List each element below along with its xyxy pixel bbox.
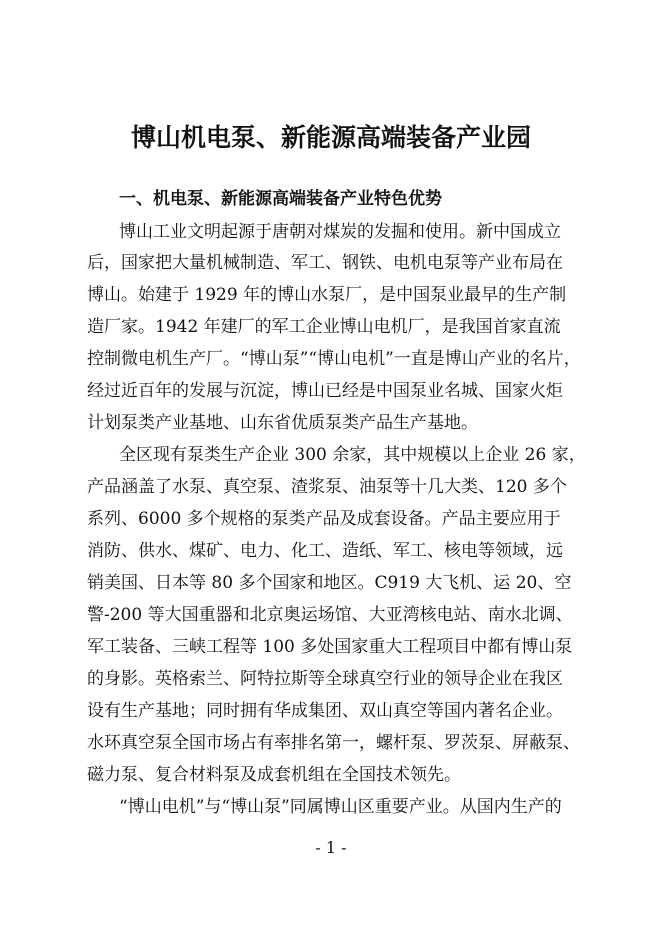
paragraph-line: 博山。始建于 1929 年的博山水泵厂，是中国泵业最早的生产制	[87, 285, 567, 305]
page-number: - 1 -	[315, 838, 347, 857]
paragraph-line: 设有生产基地；同时拥有华成集团、双山真空等国内著名企业。	[87, 701, 563, 721]
paragraph-line: 全区现有泵类生产企业 300 余家，其中规模以上企业 26 家，	[119, 445, 586, 465]
paragraph-line: 博山工业文明起源于唐朝对煤炭的发掘和使用。新中国成立	[119, 222, 561, 242]
paragraph-line: 军工装备、三峡工程等 100 多处国家重大工程项目中都有博山泵	[87, 637, 573, 657]
paragraph-line: “博山电机”与“博山泵”同属博山区重要产业。从国内生产的	[119, 797, 562, 817]
paragraph-line: 的身影。英格索兰、阿特拉斯等全球真空行业的领导企业在我区	[87, 669, 563, 689]
document-title: 博山机电泵、新能源高端装备产业园	[130, 123, 531, 152]
paragraph-line: 经过近百年的发展与沉淀，博山已经是中国泵业名城、国家火炬	[87, 381, 563, 401]
paragraph-line: 控制微电机生产厂。“博山泵”“博山电机”一直是博山产业的名片，	[87, 349, 581, 369]
paragraph-line: 系列、6000 多个规格的泵类产品及成套设备。产品主要应用于	[87, 509, 561, 529]
paragraph-line: 警-200 等大国重器和北京奥运场馆、大亚湾核电站、南水北调、	[87, 605, 573, 625]
paragraph-line: 销美国、日本等 80 多个国家和地区。C919 大飞机、运 20、空	[87, 573, 572, 593]
paragraph-line: 产品涵盖了水泵、真空泵、渣浆泵、油泵等十几大类、120 多个	[87, 477, 567, 497]
paragraph-line: 造厂家。1942 年建厂的军工企业博山电机厂，是我国首家直流	[87, 317, 561, 337]
paragraph-line: 磁力泵、复合材料泵及成套机组在全国技术领先。	[87, 765, 461, 785]
paragraph-line: 水环真空泵全国市场占有率排名第一，螺杆泵、罗茨泵、屏蔽泵、	[87, 733, 580, 753]
paragraph-line: 后，国家把大量机械制造、军工、钢铁、电机电泵等产业布局在	[87, 253, 563, 273]
paragraph-line: 消防、供水、煤矿、电力、化工、造纸、军工、核电等领域，远	[87, 541, 563, 561]
section-heading: 一、机电泵、新能源高端装备产业特色优势	[119, 189, 442, 209]
paragraph-line: 计划泵类产业基地、山东省优质泵类产品生产基地。	[87, 413, 478, 433]
